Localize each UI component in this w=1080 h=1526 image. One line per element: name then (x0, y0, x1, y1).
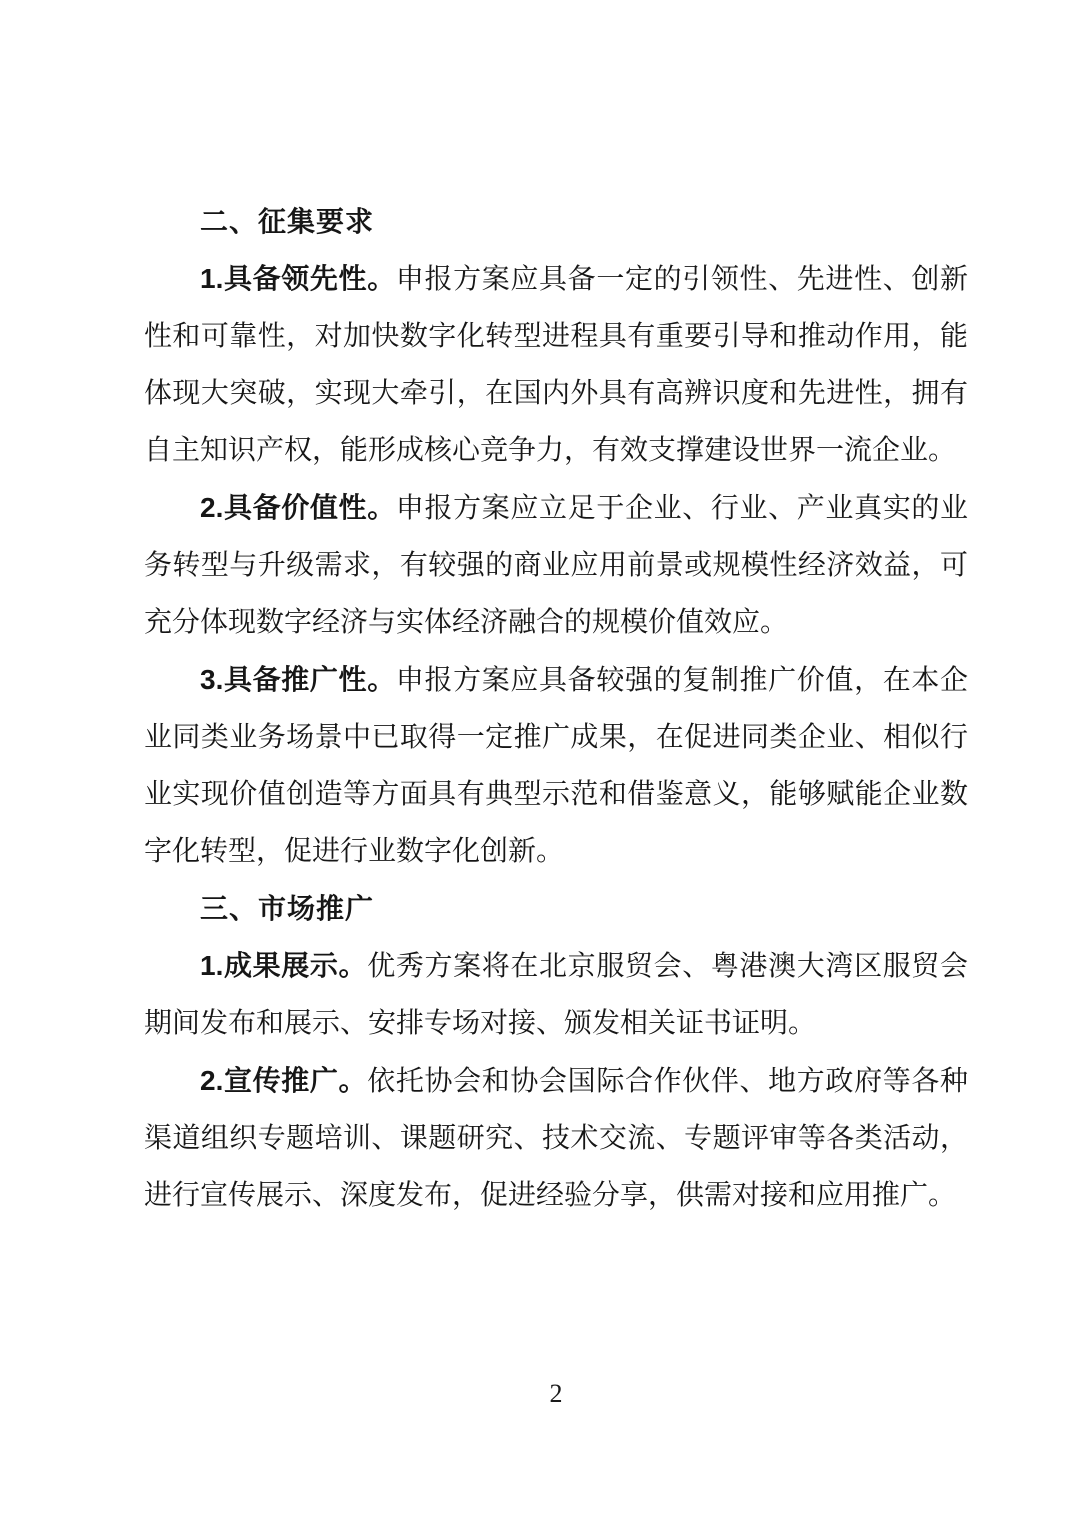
paragraph-lead: 3.具备推广性。 (200, 664, 396, 695)
paragraph (144, 479, 968, 651)
paragraph (144, 651, 968, 880)
document-body (144, 193, 968, 1224)
paragraph-text: 依托协会和协会国际合作伙伴、地方政府等各种渠道组织专题培训、课题研究、技术交流、专题评审等各类活动，进行宣传展示、深度发布，促进经验分享，供需对接和应用推广。 (144, 1066, 968, 1211)
page-footer (144, 1378, 968, 1410)
paragraph-text: 申报方案应具备一定的引领性、先进性、创新性和可靠性，对加快数字化转型进程具有重要引导和推动作用，能体现大突破，实现大牵引，在国内外具有高辨识度和先进性，拥有自主知识产权，能形成核心竞争力，有效支撑建设世界一流企业。 (144, 264, 968, 466)
paragraph-lead: 1.具备领先性。 (200, 263, 396, 294)
paragraph-lead: 1.成果展示。 (200, 950, 368, 981)
section-heading: 三、市场推广 (200, 893, 375, 924)
paragraph (144, 937, 968, 1052)
paragraph-text: 优秀方案将在北京服贸会、粤港澳大湾区服贸会期间发布和展示、安排专场对接、颁发相关证书证明。 (144, 951, 968, 1039)
paragraph (144, 250, 968, 479)
paragraph-lead: 2.具备价值性。 (200, 492, 396, 523)
paragraph (144, 1052, 968, 1224)
paragraph-text: 申报方案应具备较强的复制推广价值，在本企业同类业务场景中已取得一定推广成果，在促进同类企业、相似行业实现价值创造等方面具有典型示范和借鉴意义，能够赋能企业数字化转型，促进行业数字化创新。 (144, 665, 968, 867)
paragraph-lead: 2.宣传推广。 (200, 1065, 368, 1096)
paragraph-text: 申报方案应立足于企业、行业、产业真实的业务转型与升级需求，有较强的商业应用前景或规模性经济效益，可充分体现数字经济与实体经济融合的规模价值效应。 (144, 493, 968, 638)
section-heading: 二、征集要求 (200, 206, 375, 237)
page-number: 2 (549, 1379, 563, 1408)
